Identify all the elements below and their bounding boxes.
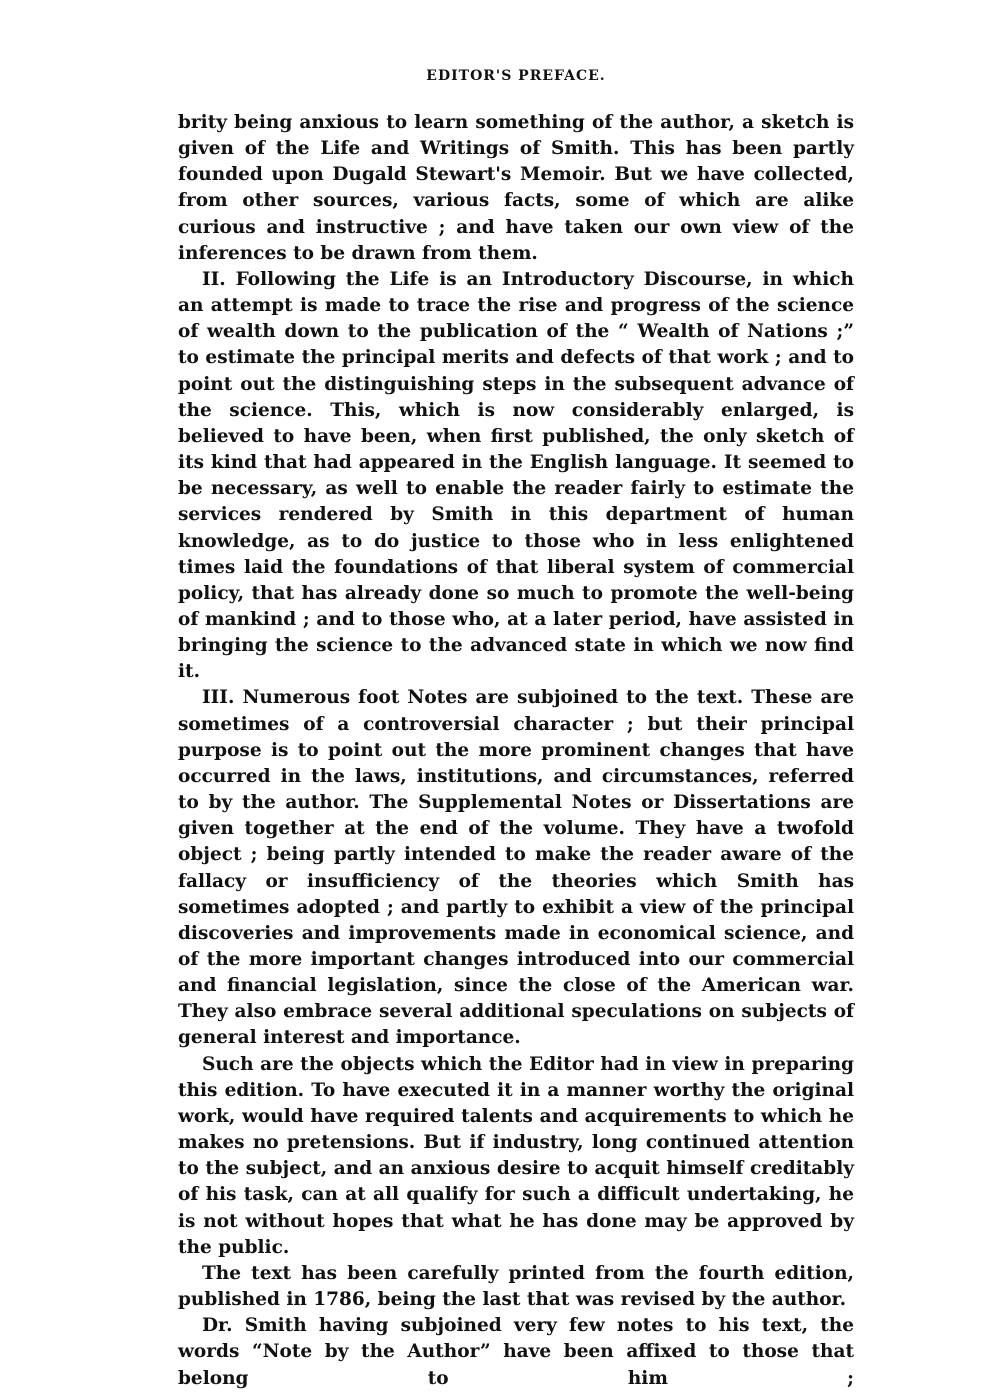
paragraph-introductory-discourse: II. Following the Life is an Introductory Discourse, in which an attempt is made to trace the rise and progress of the science of wealth down to the publication of the “ Wealth of Nations ;” to estimate the principal merits and defects of that work ; and to point out the distinguishing steps in the subsequent advance of the science. This, which is now considerably enlarged, is believed to have been, when first published, the only sketch of its kind that had appeared in the English language. It seemed to be necessary, as well to enable the reader fairly to estimate the services rendered by Smith in this department of human knowledge, as to do justice to those who in less enlightened times laid the foundations of that liberal system of commercial policy, that has already done so much to promote the well-being of mankind ; and to those who, at a later period, have assisted in bringing the science to the advanced state in which we now find it. xyxy=(178,268,854,683)
paragraph-foot-notes: III. Numerous foot Notes are subjoined to the text. These are sometimes of a controversial character ; but their principal purpose is to point out the more prominent changes that have occurred in the laws, institutions, and circumstances, referred to by the author. The Supplemental Notes or Dissertations are given together at the end of the volume. They have a twofold object ; being partly intended to make the reader aware of the fallacy or insufficiency of the theories which Smith has sometimes adopted ; and partly to exhibit a view of the principal discoveries and improvements made in economical science, and of the more important changes introduced into our commercial and financial legislation, since the close of the American war. They also embrace several additional speculations on subjects of general interest and importance. xyxy=(178,687,854,1049)
paragraph-author-notes: Dr. Smith having subjoined very few notes to his text, the words “Note by the Author” have been affixed to those that belong to him ; xyxy=(178,1315,854,1389)
paragraph-editor-objects: Such are the objects which the Editor had in view in preparing this edition. To have executed it in a manner worthy the original work, would have required talents and acquirements to which he makes no pretensions. But if industry, long continued attention to the subject, and an anxious desire to acquit himself creditably of his task, can at all qualify for such a difficult undertaking, he is not without hopes that what he has done may be approved by the public. xyxy=(178,1053,854,1258)
preface-body xyxy=(178,110,854,1392)
running-head: EDITOR'S PREFACE. xyxy=(426,68,606,84)
paragraph-text-source: The text has been carefully printed from the fourth edition, published in 1786, being the last that was revised by the author. xyxy=(178,1262,854,1311)
paragraph-life-sketch: brity being anxious to learn something of the author, a sketch is given of the Life and Writings of Smith. This has been partly founded upon Dugald Stewart's Memoir. But we have collected, from other sources, various facts, some of which are alike curious and instructive ; and have taken our own view of the inferences to be drawn from them. xyxy=(178,112,854,264)
